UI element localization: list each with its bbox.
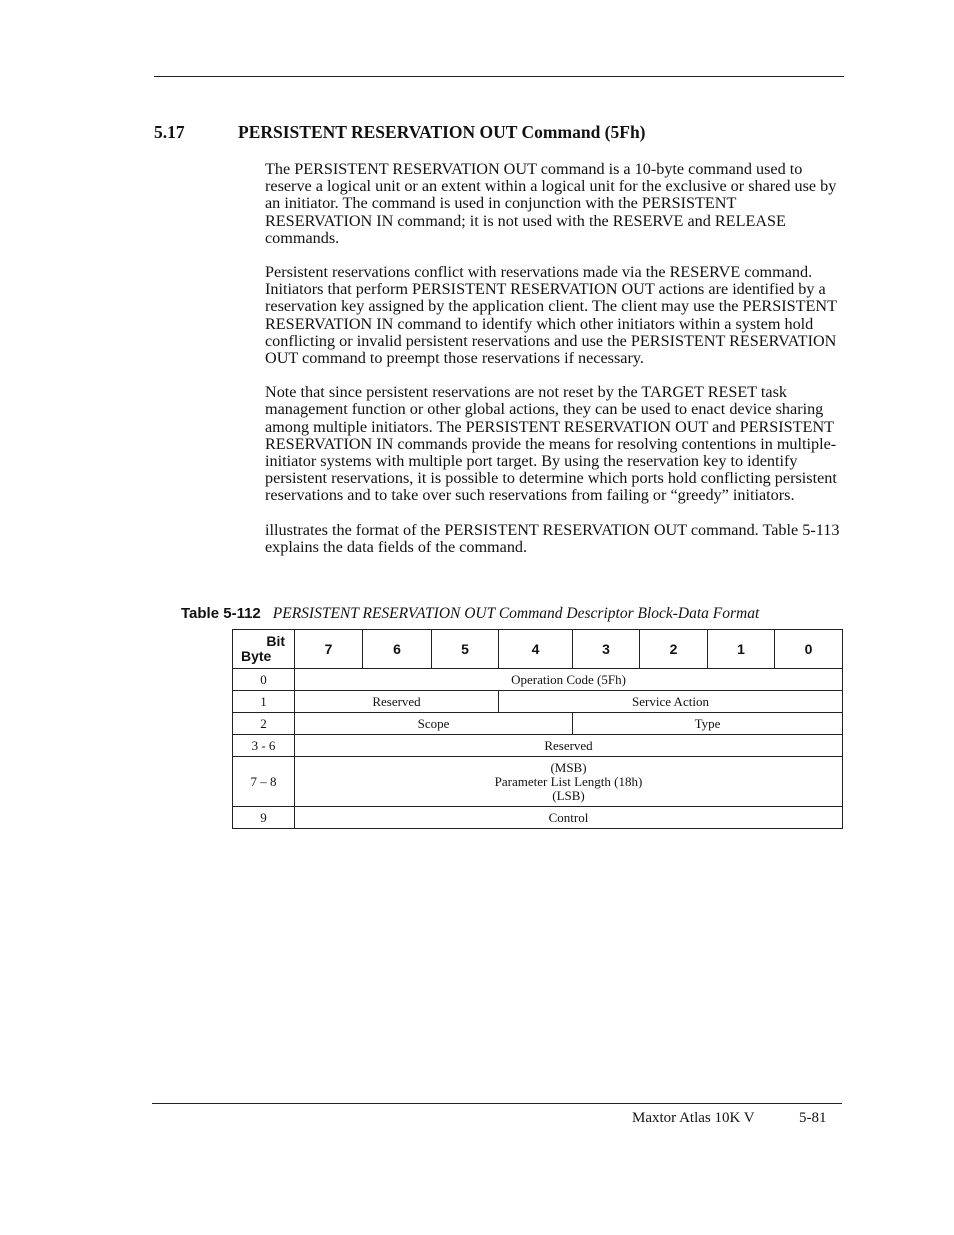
table-row [233, 735, 843, 757]
footer-page-number: 5-81 [799, 1110, 827, 1126]
footer-rule [152, 1103, 842, 1104]
bit-header-cell: 1 [708, 630, 775, 669]
paragraph: The PERSISTENT RESERVATION OUT command is a 10-byte command used to reserve a logical unit or an extent within a logical unit for the exclusive or shared use by an initiator. The command is used in conjunction with the PERSISTENT RESERVATION IN command; it is not used with the RESERVE and RELEASE commands. [265, 160, 837, 247]
bit-header-cell: 0 [775, 630, 843, 669]
bit-byte-corner-cell [233, 630, 295, 669]
byte-cell: 3 - 6 [233, 735, 295, 757]
bit-header-cell: 6 [363, 630, 432, 669]
field-cell: Scope [295, 713, 573, 735]
table-header-row [233, 630, 843, 669]
msb-marker: (MSB) [550, 759, 587, 775]
bit-label: Bit [266, 633, 285, 649]
paragraph: illustrates the format of the PERSISTENT RESERVATION OUT command. Table 5-113 explains the data fields of the command. [265, 520, 840, 556]
table-row [233, 757, 843, 807]
bit-header-cell: 4 [499, 630, 573, 669]
field-cell: Control [295, 807, 843, 829]
field-cell [295, 757, 843, 807]
bit-header-cell: 3 [573, 630, 640, 669]
cdb-format-table [232, 629, 843, 829]
bit-header-cell: 2 [640, 630, 708, 669]
table-row [233, 807, 843, 829]
field-cell: Type [573, 713, 843, 735]
field-cell: Operation Code (5Fh) [295, 669, 843, 691]
field-cell: Reserved [295, 735, 843, 757]
table-caption [181, 605, 759, 623]
section-number: 5.17 [154, 122, 185, 142]
field-name: Parameter List Length (18h) [494, 773, 643, 789]
section-title: PERSISTENT RESERVATION OUT Command (5Fh) [238, 122, 646, 142]
table-title: PERSISTENT RESERVATION OUT Command Descriptor Block-Data Format [272, 605, 760, 622]
footer-product-name: Maxtor Atlas 10K V [632, 1110, 755, 1126]
bit-header-cell: 7 [295, 630, 363, 669]
section-body [265, 161, 845, 573]
paragraph: Persistent reservations conflict with reservations made via the RESERVE command. Initiators that perform PERSISTENT RESERVATION OUT actions are identified by a reservation key assigned by the application client. The client may use the PERSISTENT RESERVATION IN command to identify which other initiators within a system hold conflicting or invalid persistent reservations and use the PERSISTENT RESERVATION OUT command to preempt those reservations if necessary. [265, 263, 837, 368]
table-row [233, 669, 843, 691]
table-row [233, 691, 843, 713]
paragraph: Note that since persistent reservations are not reset by the TARGET RESET task management function or other global actions, they can be used to enact device sharing among multiple initiators. The PERSISTENT RESERVATION OUT and PERSISTENT RESERVATION IN commands provide the means for resolving contentions in multiple-initiator systems with multiple port target. By using the reservation key to identify persistent reservations, it is possible to determine which ports hold conflicting persistent reservations and to take over such reservations from failing or “greedy” initiators. [265, 383, 837, 505]
bit-header-cell: 5 [432, 630, 499, 669]
table-row [233, 713, 843, 735]
field-cell: Reserved [295, 691, 499, 713]
byte-cell: 7 – 8 [233, 757, 295, 807]
lsb-marker: (LSB) [552, 787, 585, 803]
byte-cell: 9 [233, 807, 295, 829]
header-rule [154, 76, 844, 77]
byte-cell: 2 [233, 713, 295, 735]
byte-cell: 0 [233, 669, 295, 691]
field-cell: Service Action [499, 691, 843, 713]
byte-cell: 1 [233, 691, 295, 713]
table-label: Table 5-112 [181, 605, 261, 622]
byte-label: Byte [241, 648, 272, 664]
